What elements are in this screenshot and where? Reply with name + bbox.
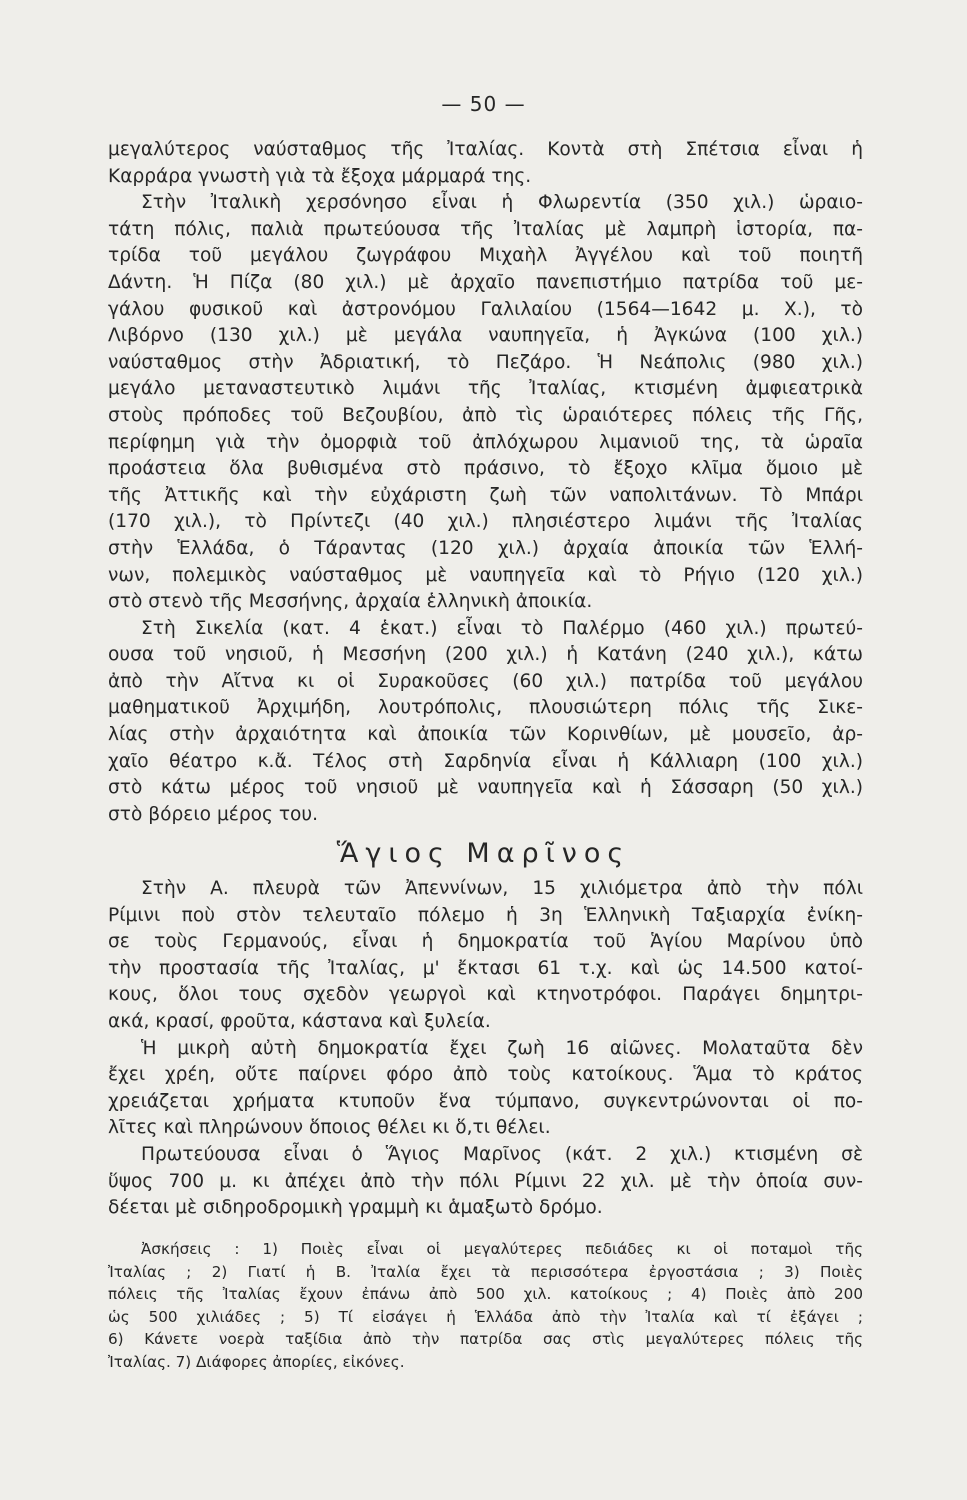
text-line: Στὴν Ἰταλικὴ χερσόνησο εἶναι ἡ Φλωρεντία (350 χιλ.) ὡραιο- [141, 192, 863, 214]
text-line: χαῖο θέατρο κ.ἄ. Τέλος στὴ Σαρδηνία εἶναι ἡ Κάλλιαρη (100 χιλ.) [108, 750, 863, 772]
text-line: Πρωτεύουσα εἶναι ὁ Ἅγιος Μαρῖνος (κάτ. 2 χιλ.) κτισμένη σὲ [141, 1143, 863, 1165]
text-line: δέεται μὲ σιδηροδρομικὴ γραμμὴ κι ἁμαξωτὸ δρόμο. [108, 1197, 603, 1219]
text-line: στὸ κάτω μέρος τοῦ νησιοῦ μὲ ναυπηγεῖα καὶ ἡ Σάσσαρη (50 χιλ.) [108, 777, 863, 799]
text-line: Καρράρα γνωστὴ γιὰ τὰ ἔξοχα μάρμαρά της. [108, 165, 532, 187]
text-line: (170 χιλ.), τὸ Πρίντεζι (40 χιλ.) πλησιέστερο λιμάνι τῆς Ἰταλίας [108, 511, 863, 533]
text-line: σε τοὺς Γερμανούς, εἶναι ἡ δημοκρατία τοῦ Ἁγίου Μαρίνου ὑπὸ [108, 931, 863, 953]
text-line: στὴν Ἑλλάδα, ὁ Τάραντας (120 χιλ.) ἀρχαία ἀποικία τῶν Ἑλλή- [108, 537, 863, 559]
text-line: Στὴ Σικελία (κατ. 4 ἑκατ.) εἶναι τὸ Παλέρμο (460 χιλ.) πρωτεύ- [141, 617, 863, 639]
text-line: Στὴν Α. πλευρὰ τῶν Ἀπεννίνων, 15 χιλιόμετρα ἀπὸ τὴν πόλι [141, 878, 863, 899]
exercises-footnote [108, 1238, 863, 1374]
text-line: Λιβόρνο (130 χιλ.) μὲ μεγάλα ναυπηγεῖα, ἡ Ἀγκώνα (100 χιλ.) [108, 325, 863, 347]
text-line: λῖτες καὶ πληρώνουν ὅποιος θέλει κι ὅ,τι θέλει. [108, 1117, 551, 1139]
text-line: προάστεια ὅλα βυθισμένα στὸ πράσινο, τὸ ἔξοχο κλῖμα ὅμοιο μὲ [108, 458, 863, 480]
text-line: στοὺς πρόποδες τοῦ Βεζουβίου, ἀπὸ τὶς ὡραιότερες πόλεις τῆς Γῆς, [108, 404, 863, 426]
text-line: τρίδα τοῦ μεγάλου ζωγράφου Μιχαὴλ Ἀγγέλου καὶ τοῦ ποιητῆ [108, 245, 863, 267]
text-line: πόλεις τῆς Ἰταλίας ἔχουν ἐπάνω ἀπὸ 500 χιλ. κατοίκους ; 4) Ποιὲς ἀπὸ 200 [108, 1285, 863, 1304]
text-line: ὕψος 700 μ. κι ἀπέχει ἀπὸ τὴν πόλι Ρίμινι 22 χιλ. μὲ τὴν ὁποία συν- [108, 1170, 863, 1192]
text-line: ουσα τοῦ νησιοῦ, ἡ Μεσσήνη (200 χιλ.) ἡ Κατάνη (240 χιλ.), κάτω [108, 644, 863, 666]
text-line: ὡς 500 χιλιάδες ; 5) Τί εἰσάγει ἡ Ἑλλάδα ἀπὸ τὴν Ἰταλία καὶ τί ἐξάγει ; [108, 1307, 863, 1326]
text-line: 6) Κάνετε νοερὰ ταξίδια ἀπὸ τὴν πατρίδα σας στὶς μεγαλύτερες πόλεις τῆς [108, 1330, 863, 1349]
text-line: ακά, κρασί, φροῦτα, κάστανα καὶ ξυλεία. [108, 1010, 491, 1032]
text-line: Ἰταλίας. 7) Διάφορες ἀπορίες, εἰκόνες. [108, 1352, 405, 1371]
text-line: Ἀσκήσεις : 1) Ποιὲς εἶναι οἱ μεγαλύτερες πεδιάδες κι οἱ ποταμοὶ τῆς [141, 1240, 863, 1258]
text-line: λίας στὴν ἀρχαιότητα καὶ ἀποικία τῶν Κορινθίων, μὲ μουσεῖο, ἀρ- [108, 724, 863, 746]
text-line: Ρίμινι ποὺ στὸν τελευταῖο πόλεμο ἡ 3η Ἑλληνικὴ Ταξιαρχία ἐνίκη- [108, 904, 863, 926]
text-line: γάλου φυσικοῦ καὶ ἀστρονόμου Γαλιλαίου (1564—1642 μ. Χ.), τὸ [108, 298, 863, 320]
text-line: ναύσταθμος στὴν Ἀδριατική, τὸ Πεζάρο. Ἡ Νεάπολις (980 χιλ.) [108, 351, 863, 373]
text-line: Δάντη. Ἡ Πίζα (80 χιλ.) μὲ ἀρχαῖο πανεπιστήμιο πατρίδα τοῦ με- [108, 271, 863, 293]
text-line: μεγάλο μεταναστευτικὸ λιμάνι τῆς Ἰταλίας, κτισμένη ἀμφιεατρικὰ [108, 378, 863, 400]
text-line: τῆς Ἀττικῆς καὶ τὴν εὐχάριστη ζωὴ τῶν ναπολιτάνων. Τὸ Μπάρι [108, 484, 863, 506]
text-line: ἀπὸ τὴν Αἴτνα κι οἱ Συρακοῦσες (60 χιλ.) πατρίδα τοῦ μεγάλου [108, 670, 863, 692]
text-line: χρειάζεται χρήματα κτυποῦν ἕνα τύμπανο, συγκεντρώνονται οἱ πο- [108, 1090, 863, 1112]
body-text-bottom [108, 876, 863, 1222]
body-text-top [108, 137, 863, 828]
text-line: νων, πολεμικὸς ναύσταθμος μὲ ναυπηγεῖα καὶ τὸ Ρήγιο (120 χιλ.) [108, 564, 863, 586]
text-line: στὸ στενὸ τῆς Μεσσήνης, ἀρχαία ἑλληνικὴ ἀποικία. [108, 591, 593, 613]
text-line: Ἰταλίας ; 2) Γιατί ἡ Β. Ἰταλία ἔχει τὰ περισσότερα ἐργοστάσια ; 3) Ποιὲς [108, 1262, 863, 1281]
text-line: περίφημη γιὰ τὴν ὀμορφιὰ τοῦ ἀπλόχωρου λιμανιοῦ της, τὰ ὡραῖα [108, 431, 863, 453]
text-line: τὴν προστασία τῆς Ἰταλίας, μ' ἔκτασι 61 τ.χ. καὶ ὡς 14.500 κατοί- [108, 957, 863, 979]
text-line: τάτη πόλις, παλιὰ πρωτεύουσα τῆς Ἰταλίας μὲ λαμπρὴ ἱστορία, πα- [108, 218, 863, 240]
text-line: κους, ὅλοι τους σχεδὸν γεωργοὶ καὶ κτηνοτρόφοι. Παράγει δημητρι- [108, 984, 863, 1006]
text-line: μαθηματικοῦ Ἀρχιμήδη, λουτρόπολις, πλουσιώτερη πόλις τῆς Σικε- [108, 697, 863, 719]
text-line: στὸ βόρειο μέρος του. [108, 803, 319, 825]
section-title: Ἅγιος Μαρῖνος [336, 838, 631, 869]
text-line: Ἡ μικρὴ αὐτὴ δημοκρατία ἔχει ζωὴ 16 αἰῶνες. Μολαταῦτα δὲν [141, 1037, 863, 1059]
text-line: ἔχει χρέη, οὔτε παίρνει φόρο ἀπὸ τοὺς κατοίκους. Ἅμα τὸ κράτος [108, 1064, 863, 1086]
page-number: — 50 — [441, 92, 526, 116]
text-line: μεγαλύτερος ναύσταθμος τῆς Ἰταλίας. Κοντὰ στὴ Σπέτσια εἶναι ἡ [108, 139, 863, 160]
